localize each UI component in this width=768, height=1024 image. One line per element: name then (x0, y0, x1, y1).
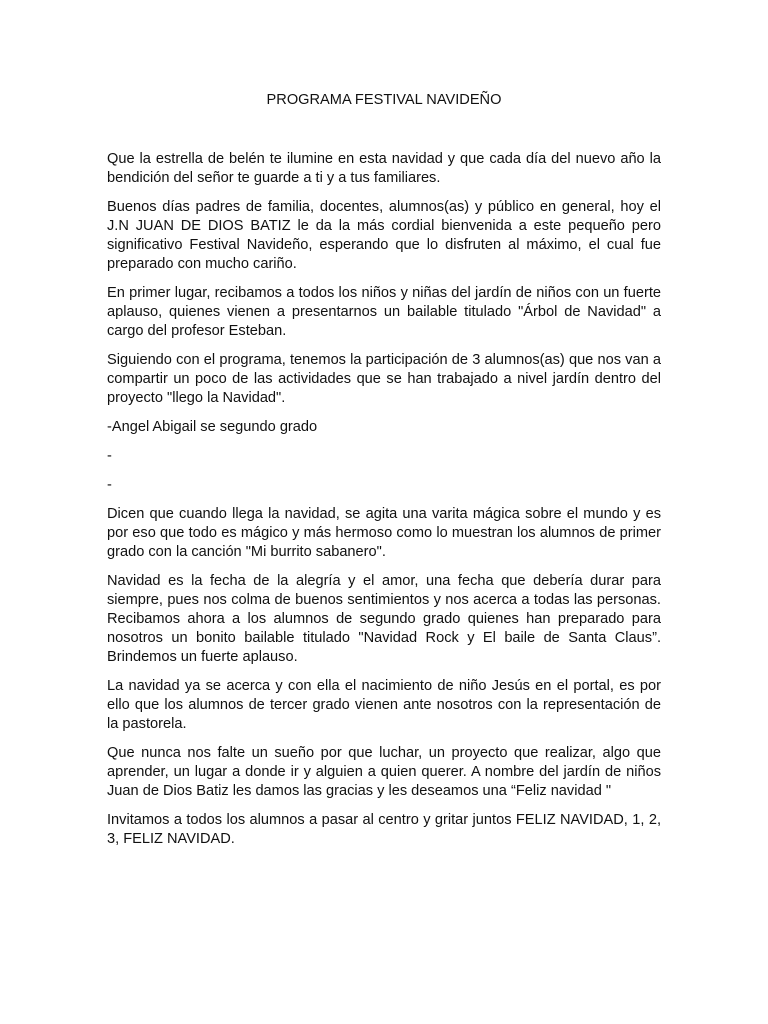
paragraph-greeting: Que la estrella de belén te ilumine en esta navidad y que cada día del nuevo año la bendición del señor te guarde a ti y a tus familiares. (107, 151, 661, 186)
list-item-student: -Angel Abigail se segundo grado (107, 419, 318, 435)
paragraph-thanks: Que nunca nos falte un sueño por que luchar, un proyecto que realizar, algo que aprender, un lugar a donde ir y alguien a quien querer. A nombre del jardín de niños Juan de Dios Batiz les damos las gracias y les deseamos una “Feliz navidad " (107, 745, 661, 799)
paragraph-first-grade: Dicen que cuando llega la navidad, se agita una varita mágica sobre el mundo y es por eso que todo es mágico y más hermoso como lo muestran los alumnos de primer grado con la canción "Mi burrito sabanero". (107, 506, 661, 560)
paragraph-program: Siguiendo con el programa, tenemos la participación de 3 alumnos(as) que nos van a compartir un poco de las actividades que se han trabajado a nivel jardín dentro del proyecto "llego la Navidad". (107, 352, 661, 406)
paragraph-second-grade: Navidad es la fecha de la alegría y el amor, una fecha que debería durar para siempre, pues nos colma de buenos sentimientos y nos acerca a todas las personas. Recibamos ahora a los alumnos de segundo grado quienes han preparado para nosotros un bonito bailable titulado "Navidad Rock y El baile de Santa Claus”. Brindemos un fuerte aplauso. (107, 573, 661, 665)
page-title: PROGRAMA FESTIVAL NAVIDEÑO (266, 92, 502, 108)
paragraph-third-grade: La navidad ya se acerca y con ella el nacimiento de niño Jesús en el portal, es por ello que los alumnos de tercer grado vienen ante nosotros con la representación de la pastorela. (107, 678, 661, 732)
paragraph-welcome: Buenos días padres de familia, docentes, alumnos(as) y público en general, hoy el J.N JUAN DE DIOS BATIZ le da la más cordial bienvenida a este pequeño pero significativo Festival Navideño, esperando que lo disfruten al máximo, el cual fue preparado con mucho cariño. (107, 199, 661, 272)
list-item-blank: - (107, 448, 112, 464)
paragraph-closing: Invitamos a todos los alumnos a pasar al centro y gritar juntos FELIZ NAVIDAD, 1, 2, 3, FELIZ NAVIDAD. (107, 812, 661, 847)
document-body (107, 150, 661, 859)
list-item-blank: - (107, 477, 112, 493)
paragraph-first-act: En primer lugar, recibamos a todos los niños y niñas del jardín de niños con un fuerte aplauso, quienes vienen a presentarnos un bailable titulado "Árbol de Navidad" a cargo del profesor Esteban. (107, 285, 661, 339)
